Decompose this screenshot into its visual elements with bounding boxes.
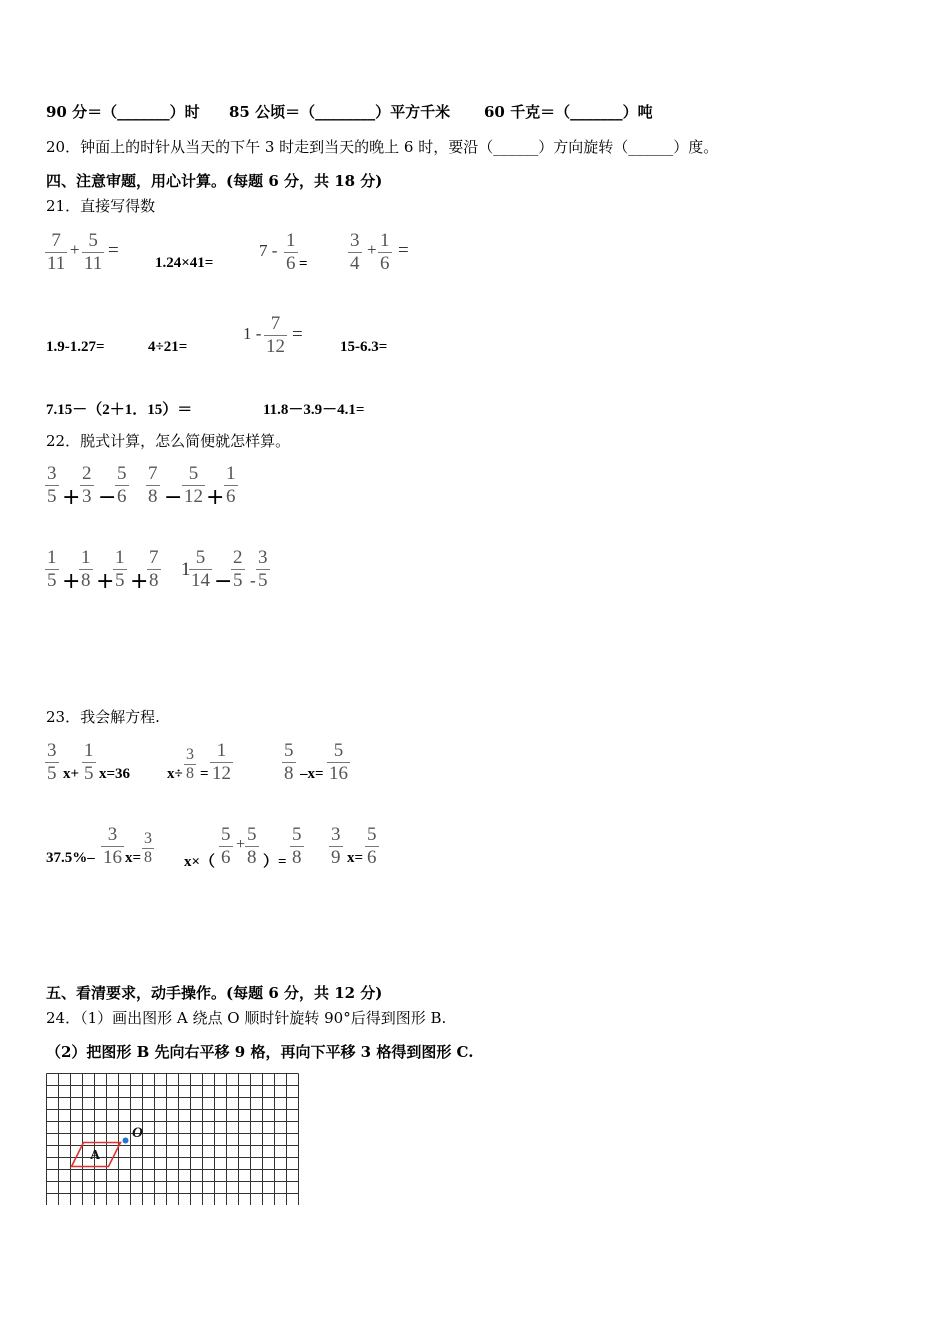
q22-r1-f2: $\frac{2}{3}$: [82, 463, 92, 507]
question-22-title: 22．脱式计算，怎么简便就怎样算。: [46, 432, 291, 450]
q22-r2-whole: 1: [181, 559, 191, 580]
q23-eq6-f2: $\frac{5}{6}$: [367, 824, 377, 868]
q23-eq3-f2: $\frac{5}{16}$: [329, 740, 348, 784]
question-20: 20．钟面上的时针从当天的下午 3 时走到当天的晚上 6 时，要沿（______）方向旋转（______）度。: [46, 138, 719, 156]
q23-eq1-t2: x=36: [99, 766, 131, 782]
q21-e10: 11.8－3.9－4.1=: [263, 402, 365, 418]
q22-r1-o1: +: [62, 485, 81, 510]
q22-r2-f2: $\frac{1}{8}$: [81, 547, 91, 591]
q23-eq3-f1: $\frac{5}{8}$: [284, 740, 294, 784]
q19-part1: 90 分＝（_______）时: [46, 103, 200, 121]
q21-e4-frac-b: $\frac{1}{6}$: [380, 230, 390, 274]
q21-e5: 1.9-1.27=: [46, 339, 105, 355]
q22-r2-o5: -: [250, 571, 256, 590]
q23-eq3-t1: –x=: [300, 766, 324, 782]
q22-r1-f3: $\frac{5}{6}$: [117, 463, 127, 507]
q23-eq1-f1: $\frac{3}{5}$: [47, 740, 57, 784]
q23-eq4-f1: $\frac{3}{16}$: [103, 824, 122, 868]
q21-e4-op: +: [367, 240, 377, 259]
shape-a-label: A: [90, 1148, 101, 1163]
grid-lines: [47, 1074, 299, 1206]
q23-eq5-f1: $\frac{5}{6}$: [221, 824, 231, 868]
q22-r2-f6: $\frac{2}{5}$: [233, 547, 243, 591]
q22-r2-o1: +: [62, 569, 81, 594]
q23-eq5-t1: x×（: [184, 854, 216, 870]
q21-e9: 7.15－（2＋1．15）＝: [46, 402, 193, 418]
q23-eq4-t2: x=: [125, 850, 142, 866]
q22-r1-f6: $\frac{1}{6}$: [226, 463, 236, 507]
q23-eq1-t1: x+: [63, 766, 80, 782]
q21-e3-eq: =: [299, 256, 308, 272]
q23-eq2-t1: x÷: [167, 766, 183, 782]
question-21-title: 21．直接写得数: [46, 197, 156, 215]
q21-e1-frac-a: $\frac{7}{11}$: [47, 230, 66, 274]
q23-eq6-t1: x=: [347, 850, 364, 866]
q22-r2-f4: $\frac{7}{8}$: [149, 547, 159, 591]
section-5-heading: 五、看清要求，动手操作。(每题 6 分，共 12 分): [46, 984, 383, 1002]
q23-eq5-f2: $\frac{5}{8}$: [247, 824, 257, 868]
q23-eq4-f2: $\frac{3}{8}$: [144, 830, 152, 866]
q21-e7-pre: 1 -: [243, 324, 262, 343]
section-4-heading: 四、注意审题，用心计算。(每题 6 分，共 18 分): [46, 172, 383, 190]
q23-eq2-t2: =: [200, 766, 209, 782]
question-24-line1: 24．（1）画出图形 A 绕点 O 顺时针旋转 90°后得到图形 B.: [46, 1009, 447, 1027]
q23-eq5-t3: ）=: [263, 854, 287, 870]
q23-eq4-t1: 37.5%–: [46, 850, 95, 866]
q23-eq5-t2: +: [236, 836, 246, 853]
q21-e7-frac: $\frac{7}{12}$: [266, 313, 285, 357]
point-o-label: O: [132, 1125, 143, 1141]
q22-r1-f5: $\frac{5}{12}$: [184, 463, 203, 507]
q22-r1-o3: −: [164, 485, 183, 510]
q23-eq2-f2: $\frac{1}{12}$: [212, 740, 231, 784]
grid-figure: [46, 1073, 304, 1205]
q21-e4-frac-a: $\frac{3}{4}$: [350, 230, 360, 274]
q19-part3: 60 千克＝（_______）吨: [484, 103, 653, 121]
q23-eq6-f1: $\frac{3}{9}$: [331, 824, 341, 868]
q21-e6: 4÷21=: [148, 339, 188, 355]
q23-eq2-f1: $\frac{3}{8}$: [186, 746, 194, 782]
q22-r1-f4: $\frac{7}{8}$: [148, 463, 158, 507]
q22-r2-f3: $\frac{1}{5}$: [115, 547, 125, 591]
q21-e3-frac: $\frac{1}{6}$: [286, 230, 296, 274]
q22-r2-f7: $\frac{3}{5}$: [258, 547, 268, 591]
q21-e7-eq: =: [292, 324, 303, 345]
q22-r2-o2: +: [96, 569, 115, 594]
point-o: [123, 1138, 129, 1144]
question-24-line2: （2）把图形 B 先向右平移 9 格，再向下平移 3 格得到图形 C.: [46, 1043, 474, 1061]
q22-r2-f5: $\frac{5}{14}$: [191, 547, 210, 591]
q23-eq1-f2: $\frac{1}{5}$: [84, 740, 94, 784]
q22-r2-o3: +: [130, 569, 149, 594]
q21-e2: 1.24×41=: [155, 255, 214, 271]
q21-e4-eq: =: [398, 240, 409, 261]
q22-r1-o2: −: [98, 485, 117, 510]
q22-r1-f1: $\frac{3}{5}$: [47, 463, 57, 507]
q21-e8: 15-6.3=: [340, 339, 388, 355]
q21-e1-frac-b: $\frac{5}{11}$: [84, 230, 103, 274]
question-23-title: 23．我会解方程.: [46, 708, 160, 726]
q21-e1-op: +: [70, 240, 80, 259]
q22-r1-o4: +: [206, 485, 225, 510]
q21-e3-pre: 7 -: [259, 241, 278, 260]
q23-eq5-f3: $\frac{5}{8}$: [292, 824, 302, 868]
q21-e1-eq: =: [108, 240, 119, 261]
q22-r2-f1: $\frac{1}{5}$: [47, 547, 57, 591]
q19-part2: 85 公顷＝（________）平方千米: [229, 103, 451, 121]
q22-r2-o4: −: [214, 569, 233, 594]
